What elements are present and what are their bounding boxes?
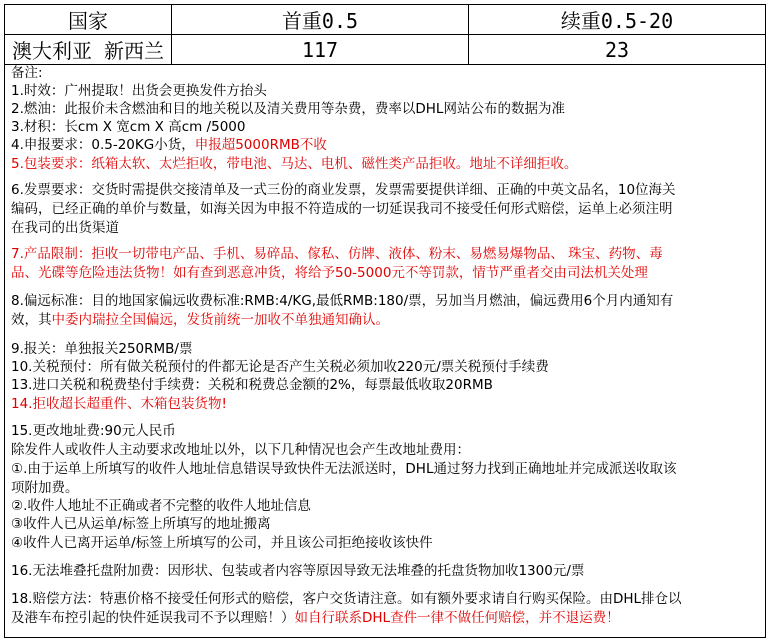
note-9: 9.报关：单独报关250RMB/票	[11, 341, 193, 357]
rate-table	[4, 4, 766, 65]
cell-additional-weight: 23	[469, 35, 766, 65]
note-7-line-2: 品、光碟等危险违法货物！如有查到恶意冲货，将给予50-5000元不等罚款，情节严重者交由司法机关处理	[11, 265, 648, 281]
note-3: 3.材积：长cm X 宽cm X 高cm /5000	[11, 119, 246, 135]
notes-title: 备注:	[11, 65, 43, 81]
note-4	[11, 136, 759, 154]
note-6-line-3: 在我司的出货渠道	[11, 220, 119, 236]
note-15-intro: 除发件人或收件人主动要求改地址以外，以下几种情况也会产生改地址费用：	[11, 442, 470, 458]
note-4-text: 4.申报要求：0.5-20KG小货，	[11, 137, 195, 153]
note-16: 16.无法堆叠托盘附加费：因形状、包装或者内容等原因导致无法堆叠的托盘货物加收1300元/票	[11, 563, 585, 579]
note-15-case-1-line-1: ①.由于运单上所填写的收件人地址信息错误导致快件无法派送时，DHL通过努力找到正确地址并完成派送收取该	[11, 461, 677, 477]
cell-first-weight: 117	[172, 35, 469, 65]
note-18-warning: 如自行联系DHL查件一律不做任何赔偿，并不退运费！	[294, 610, 620, 626]
note-15-case-1-line-2: 项附加费。	[11, 480, 79, 496]
note-18-line-1: 18.赔偿方法：特惠价格不接受任何形式的赔偿，客户交货请注意。如有额外要求请自行购买保险。由DHL排仓以	[11, 591, 682, 607]
note-15-case-2: ②.收件人地址不正确或者不完整的收件人地址信息	[11, 498, 311, 514]
note-15-case-3: ③收件人已从运单/标签上所填写的地址搬离	[11, 516, 271, 532]
table-header-row	[5, 5, 766, 35]
note-8-line-2	[11, 311, 759, 329]
note-1: 1.时效：广州提取！出货会更换发件方抬头	[11, 83, 267, 99]
note-8-warning: 中委内瑞拉全国偏远，发货前统一加收不单独通知确认。	[51, 312, 389, 328]
note-13: 13.进口关税和税费垫付手续费：关税和税费总金额的2%，每票最低收取20RMB	[11, 377, 493, 393]
cell-country: 澳大利亚 新西兰	[5, 35, 172, 65]
note-18-text: 及港车布控引起的快件延误我司不予以理赔！）	[11, 610, 295, 626]
header-additional-weight: 续重0.5-20	[469, 5, 766, 35]
note-7-line-1: 7.产品限制：拒收一切带电产品、手机、易碎品、傢私、仿牌、液体、粉末、易燃易爆物品、 珠宝、药物、毒	[11, 246, 663, 262]
note-8-text: 效，其	[11, 312, 52, 328]
header-first-weight: 首重0.5	[172, 5, 469, 35]
note-18-line-2	[11, 609, 759, 627]
note-2: 2.燃油：此报价未含燃油和目的地关税以及清关费用等杂费，费率以DHL网站公布的数据为准	[11, 101, 565, 117]
note-6-line-2: 编码，已经正确的单价与数量，如海关因为申报不符造成的一切延误我司不接受任何形式赔偿，运单上必须注明	[11, 201, 673, 217]
note-8-line-1: 8.偏远标准：目的地国家偏远收费标准:RMB:4/KG,最低RMB:180/票，另加当月燃油，偏远费用6个月内通知有	[11, 293, 674, 309]
notes-section	[4, 64, 766, 638]
note-15-case-4: ④收件人已离开运单/标签上所填写的公司，并且该公司拒绝接收该快件	[11, 535, 433, 551]
table-row	[5, 35, 766, 65]
note-5: 5.包装要求：纸箱太软、太烂拒收，带电池、马达、电机、磁性类产品拒收。地址不详细拒收。	[11, 156, 578, 172]
note-15: 15.更改地址费:90元人民币	[11, 423, 176, 439]
note-6-line-1: 6.发票要求：交货时需提供交接清单及一式三份的商业发票，发票需要提供详细、正确的中英文品名，10位海关	[11, 182, 676, 198]
header-country: 国家	[5, 5, 172, 35]
note-4-warning: 申报超5000RMB不收	[194, 137, 327, 153]
note-10: 10.关税预付：所有做关税预付的件都无论是否产生关税必须加收220元/票关税预付手续费	[11, 359, 549, 375]
note-14: 14.拒收超长超重件、木箱包装货物!	[11, 396, 227, 412]
